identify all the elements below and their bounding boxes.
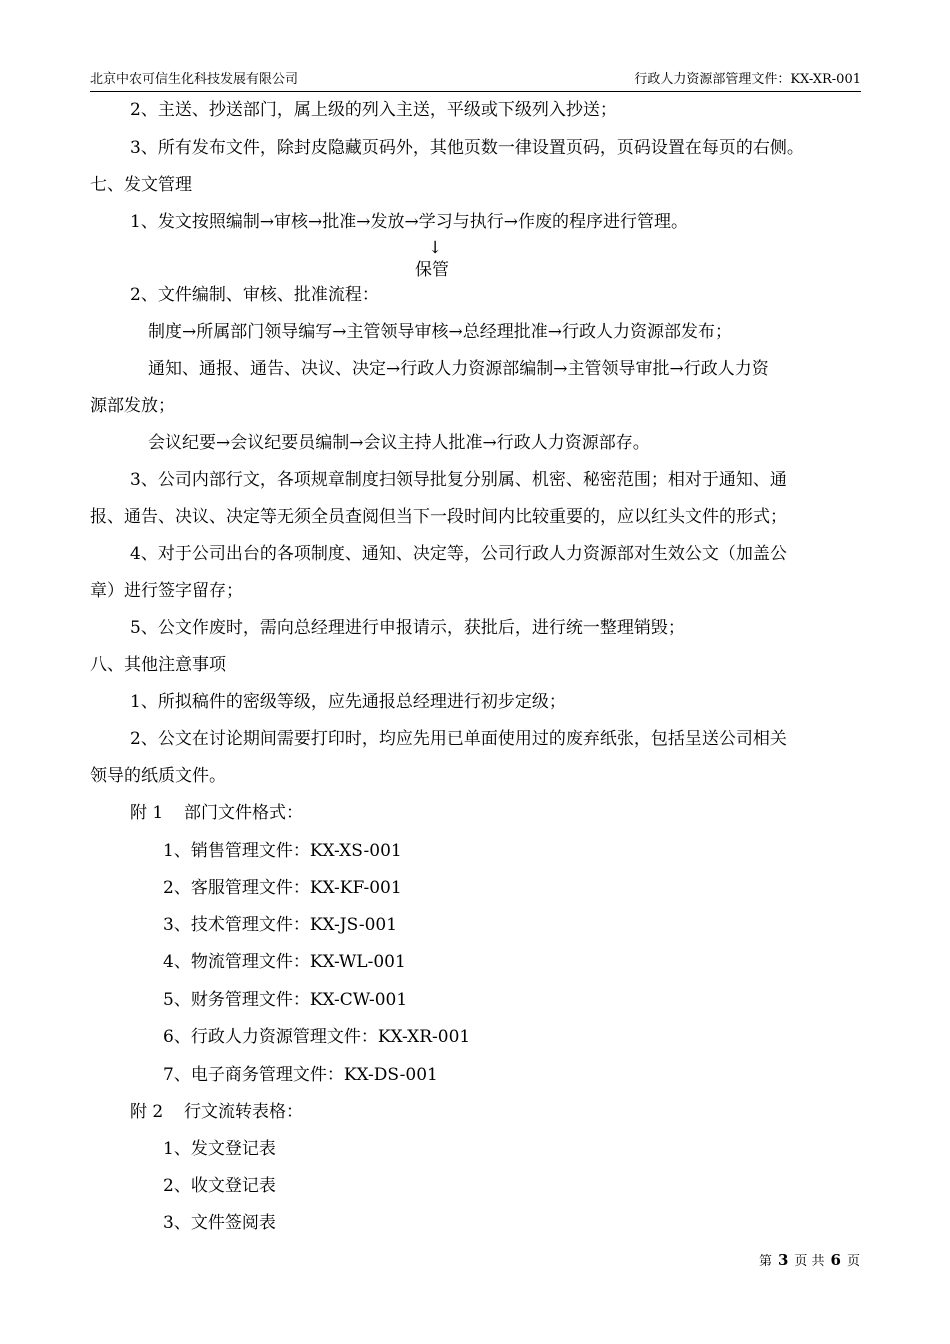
attachment-label: 附 2 (130, 1102, 164, 1122)
paragraph: 1、发文按照编制→审核→批准→发放→学习与执行→作废的程序进行管理。 (130, 212, 689, 232)
page-footer (759, 1250, 860, 1272)
page-total: 6 (830, 1251, 841, 1269)
paragraph: 2、主送、抄送部门，属上级的列入主送，平级或下级列入抄送； (130, 100, 617, 120)
paragraph: 3、所有发布文件，除封皮隐藏页码外，其他页数一律设置页码，页码设置在每页的右侧。 (130, 138, 804, 158)
attachment-2-heading (130, 1101, 303, 1123)
paragraph-continuation: 领导的纸质文件。 (90, 766, 226, 786)
flow-branch-label: 保管 (415, 260, 449, 280)
list-item: 1、发文登记表 (163, 1139, 276, 1159)
list-item: 5、财务管理文件：KX-CW-001 (163, 990, 408, 1010)
attachment-title: 行文流转表格： (184, 1102, 303, 1122)
paragraph-continuation: 章）进行签字留存； (90, 581, 243, 601)
list-item: 2、客服管理文件：KX-KF-001 (163, 878, 402, 898)
section-heading: 七、发文管理 (90, 175, 192, 195)
header-company: 北京中农可信生化科技发展有限公司 (90, 72, 299, 87)
paragraph-continuation: 报、通告、决议、决定等无须全员查阅但当下一段时间内比较重要的，应以红头文件的形式； (90, 507, 787, 527)
attachment-1-heading (130, 802, 303, 824)
paragraph-continuation: 源部发放； (90, 396, 175, 416)
list-item: 3、文件签阅表 (163, 1213, 276, 1233)
paragraph: 通知、通报、通告、决议、决定→行政人力资源部编制→主管领导审批→行政人力资 (148, 359, 769, 379)
paragraph: 5、公文作废时，需向总经理进行申报请示，获批后，进行统一整理销毁； (130, 618, 685, 638)
section-heading: 八、其他注意事项 (90, 655, 226, 675)
page-number: 3 (777, 1251, 789, 1269)
page-header (90, 71, 861, 92)
footer-suffix: 页 (846, 1254, 860, 1269)
paragraph: 制度→所属部门领导编写→主管领导审核→总经理批准→行政人力资源部发布； (148, 322, 732, 342)
attachment-label: 附 1 (130, 803, 164, 823)
header-doc-ref: 行政人力资源部管理文件：KX-XR-001 (634, 72, 861, 87)
paragraph: 2、文件编制、审核、批准流程： (130, 285, 379, 305)
list-item: 4、物流管理文件：KX-WL-001 (163, 952, 406, 972)
paragraph: 3、公司内部行文，各项规章制度扫领导批复分别属、机密、秘密范围；相对于通知、通 (130, 470, 787, 490)
down-arrow-icon: ↓ (428, 238, 443, 258)
attachment-title: 部门文件格式： (184, 803, 303, 823)
list-item: 6、行政人力资源管理文件：KX-XR-001 (163, 1027, 471, 1047)
list-item: 2、收文登记表 (163, 1176, 276, 1196)
paragraph: 会议纪要→会议纪要员编制→会议主持人批准→行政人力资源部存。 (148, 433, 650, 453)
footer-prefix: 第 (758, 1254, 772, 1269)
paragraph: 1、所拟稿件的密级等级，应先通报总经理进行初步定级； (130, 692, 566, 712)
paragraph: 2、公文在讨论期间需要打印时，均应先用已单面使用过的废弃纸张，包括呈送公司相关 (130, 729, 787, 749)
list-item: 1、销售管理文件：KX-XS-001 (163, 841, 402, 861)
paragraph: 4、对于公司出台的各项制度、通知、决定等，公司行政人力资源部对生效公文（加盖公 (130, 544, 787, 564)
list-item: 3、技术管理文件：KX-JS-001 (163, 915, 398, 935)
list-item: 7、电子商务管理文件：KX-DS-001 (163, 1065, 438, 1085)
footer-middle: 页 共 (794, 1254, 825, 1269)
